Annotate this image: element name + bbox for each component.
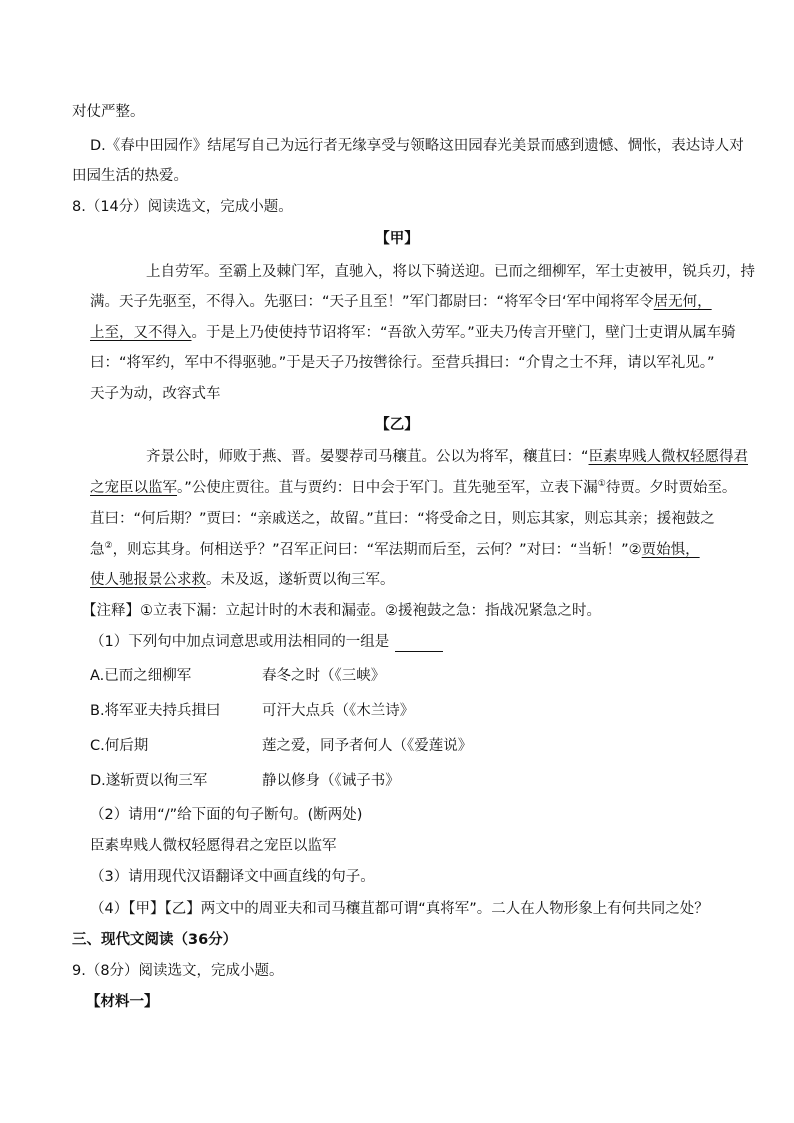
- sub-question-2: （2）请用“/”给下面的句子断句。(断两处): [90, 807, 363, 823]
- underlined-sentence: 贾始惧，: [641, 542, 700, 558]
- jia-line-3: 上至，又不得入。于是上乃使使持节诏将军：“吾欲入劳军。”亚夫乃传言开壁门，壁门士吏谓从属车骑: [90, 325, 736, 341]
- jia-line-4: 曰：“将军约，军中不得驱驰。”于是天子乃按辔徐行。至营兵揖曰：“介胄之士不拜，请以军礼见。”: [90, 355, 715, 371]
- section-3-heading: 三、现代文阅读（36分）: [72, 932, 238, 948]
- sub-question-2-sentence: 臣素卑贱人微权轻愿得君之宠臣以监军: [90, 838, 337, 854]
- option-c-compare: 莲之爱，同予者何人（《爱莲说》: [262, 738, 473, 754]
- option-c: C.何后期: [90, 738, 149, 754]
- underlined-sentence: 使人驰报景公求救: [90, 572, 206, 588]
- yi-line-1: 齐景公时，师败于燕、晋。晏婴荐司马穰苴。公以为将军，穰苴曰：“臣素卑贱人微权轻愿得君: [146, 449, 749, 465]
- underlined-sentence: 之宠臣以监军: [90, 480, 177, 496]
- jia-line-5: 天子为动，改容式车: [90, 386, 221, 402]
- underlined-sentence: 居无何，: [653, 294, 712, 310]
- sub-question-4: （4）【甲】【乙】两文中的周亚夫和司马穰苴都可谓“真将军”。二人在人物形象上有何共同之处？: [90, 901, 709, 917]
- yi-line-5: 使人驰报景公求救。未及返，遂斩贾以徇三军。: [90, 572, 395, 588]
- question-9-heading: 9.（8分）阅读选文，完成小题。: [72, 963, 284, 979]
- option-d-line: D.《春中田园作》结尾写自己为远行者无缘享受与领略这田园春光美景而感到遗憾、惆怅，表达诗人对: [90, 138, 744, 154]
- yi-line-4: 急②，则忘其身。何相送乎？”召军正问曰：“军法期而后至，云何？”对曰：“当斩！”②贾始惧，: [90, 541, 700, 558]
- answer-blank[interactable]: [395, 637, 443, 652]
- yi-line-2: 之宠臣以监军。”公使庄贾往。苴与贾约：日中会于军门。苴先驰至军，立表下漏①待贾。夕时贾始至。: [90, 479, 737, 496]
- sub-question-3: （3）请用现代汉语翻译文中画直线的句子。: [90, 869, 375, 885]
- option-d: D.遂斩贾以徇三军: [90, 773, 208, 789]
- option-d-compare: 静以修身（《诫子书》: [262, 773, 400, 789]
- underlined-sentence: 臣素卑贱人微权轻愿得君: [588, 449, 749, 465]
- option-a: A.已而之细柳军: [90, 668, 192, 684]
- option-b-compare: 可汗大点兵（《木兰诗》: [262, 703, 415, 719]
- text-line-continuation: 对仗严整。: [72, 104, 145, 120]
- material-1-title: 【材料一】: [86, 994, 159, 1010]
- question-8-heading: 8.（14分）阅读选文，完成小题。: [72, 199, 293, 215]
- annotation-note: 【注释】①立表下漏：立起计时的木表和漏壶。②援袍鼓之急：指战况紧急之时。: [82, 603, 601, 619]
- jia-line-1: 上自劳军。至霸上及棘门军，直驰入，将以下骑送迎。已而之细柳军，军士吏被甲，锐兵刃，持: [146, 264, 755, 280]
- option-d-line-2: 田园生活的热爱。: [72, 168, 188, 184]
- option-a-compare: 春冬之时（《三峡》: [262, 668, 386, 684]
- footnote-marker: ②: [104, 541, 113, 552]
- passage-yi-title: 【乙】: [375, 417, 419, 433]
- footnote-marker: ①: [597, 479, 606, 490]
- jia-line-2: 满。天子先驱至，不得入。先驱曰：“天子且至！”军门都尉曰：“将军令曰‘军中闻将军令居无何，: [90, 294, 712, 310]
- yi-line-3: 苴曰：“何后期？”贾曰：“亲戚送之，故留。”苴曰：“将受命之日，则忘其家，则忘其亲；援袍鼓之: [90, 511, 715, 527]
- sub-question-1: （1）下列句中加点词意思或用法相同的一组是: [90, 632, 443, 652]
- option-b: B.将军亚夫持兵揖曰: [90, 703, 221, 719]
- passage-jia-title: 【甲】: [375, 231, 419, 247]
- underlined-sentence: 上至，又不得入: [90, 325, 192, 341]
